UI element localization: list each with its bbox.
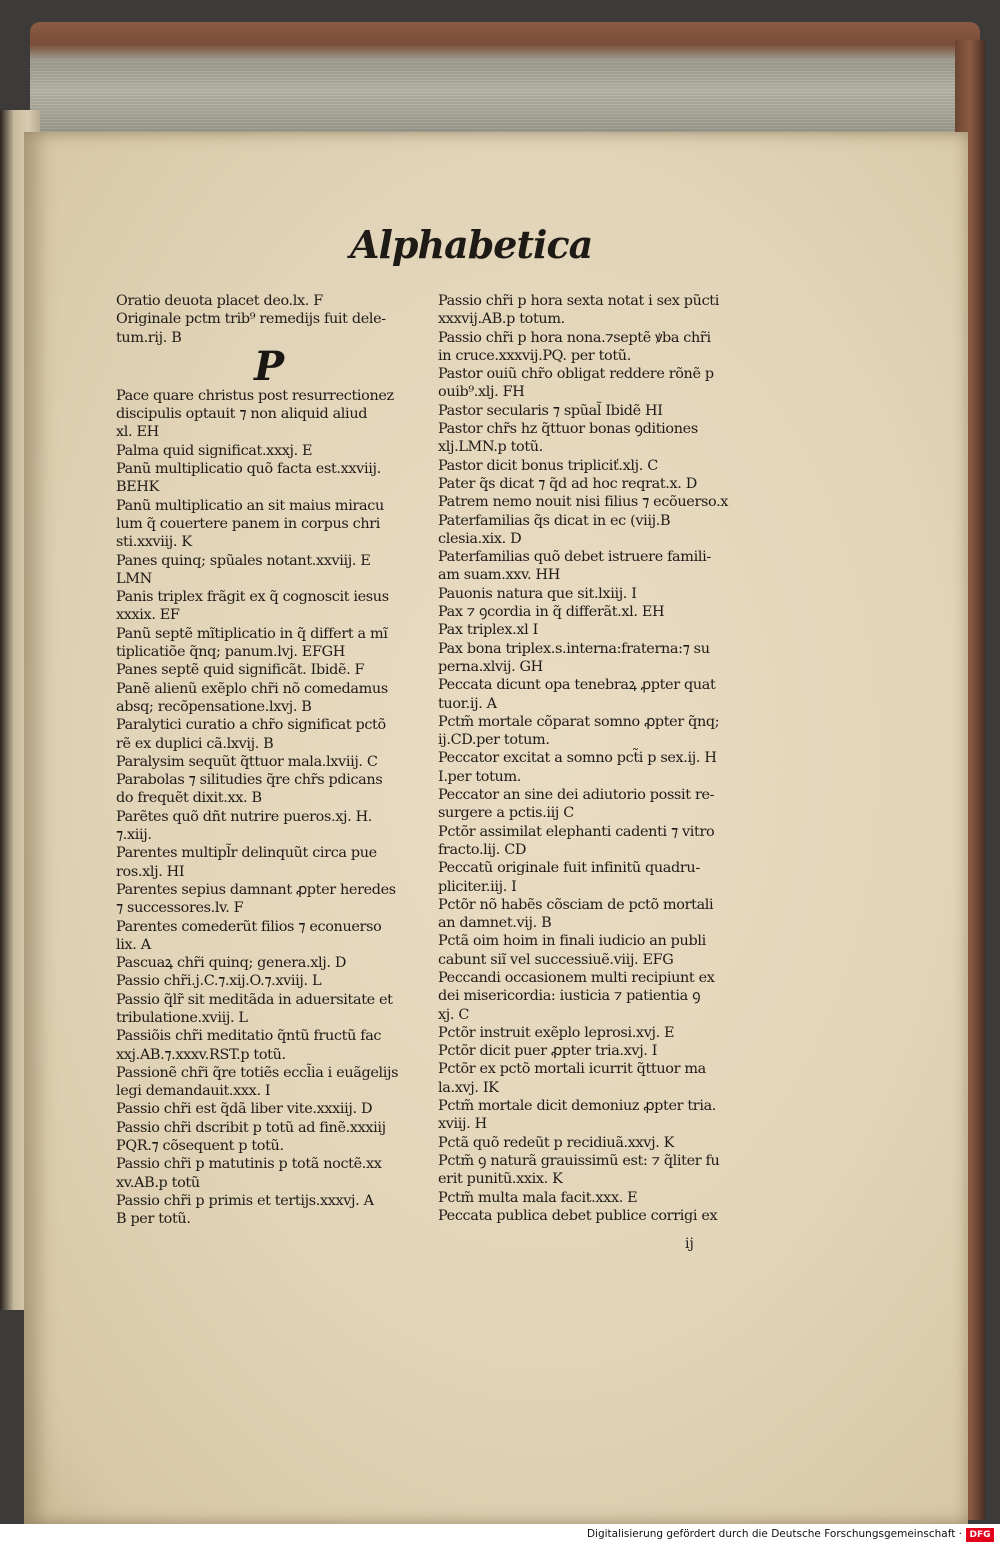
catchword: ij xyxy=(685,1236,694,1252)
initial-letter: P xyxy=(254,342,285,390)
index-entry-line: Pctõr ex pctõ mortali icurrit q̃ttuor ma xyxy=(438,1061,706,1078)
index-entry-line: B per totũ. xyxy=(116,1211,191,1228)
index-entry-line: Pace quare christus post resurrectionez xyxy=(116,387,394,404)
index-entry-line: Pctõr instruit exẽplo leprosi.xvj. E xyxy=(438,1024,675,1041)
index-entry-line: Patrem nemo nouit nisi filius ⁊ ecõuerso.x xyxy=(438,494,729,511)
index-entry-line: PQR.⁊ cõsequent p totũ. xyxy=(116,1138,284,1155)
index-entry-line: Panẽ alienũ exẽplo chr̃i nõ comedamus xyxy=(116,680,388,697)
index-entry-line: Oratio deuota placet deo.lx. F xyxy=(116,293,323,309)
index-entry-line: Pax bona triplex.s.interna:fraterna:⁊ su xyxy=(438,640,710,657)
index-entry-line: xxxvij.AB.p totum. xyxy=(438,311,565,328)
index-entry-line: xj. C xyxy=(438,1006,469,1023)
index-entry-line: dei misericordia: iusticia ⁊ patientia ꝯ xyxy=(438,988,701,1005)
index-entry-line: Panũ septẽ mĩtiplicatio in q̃ differt a mĩ xyxy=(116,625,388,642)
index-entry-line: ros.xlj. HI xyxy=(116,863,185,880)
index-entry-line: Peccandi occasionem multi recipiunt ex xyxy=(438,969,715,986)
index-entry-line: Panes quinq; spũales notant.xxviij. E xyxy=(116,552,371,569)
index-entry-line: perna.xlvij. GH xyxy=(438,658,543,675)
index-entry-line: Panis triplex frãgit ex q̃ cognoscit iesus xyxy=(116,589,389,606)
index-entry-line: lix. A xyxy=(116,936,151,953)
index-entry-line: Pctõr dicit puer ꝓpter tria.xvj. I xyxy=(438,1043,658,1060)
index-entry-line: Parẽtes quõ dñt nutrire pueros.xj. H. xyxy=(116,808,372,825)
index-entry-line: am suam.xxv. HH xyxy=(438,567,560,584)
index-entry-line: I.per totum. xyxy=(438,768,521,785)
index-entry-line: Passio chr̃i p primis et tertijs.xxxvj. A xyxy=(116,1192,374,1209)
index-entry-line: fracto.lij. CD xyxy=(438,841,527,858)
index-entry-line: sti.xxviij. K xyxy=(116,534,192,551)
index-entry-line: Pauonis natura que sit.lxiij. I xyxy=(438,585,637,602)
index-entry-line: Paralysim sequũt q̃ttuor mala.lxviij. C xyxy=(116,753,378,770)
index-entry-line: Pctã quõ redeũt p recidiuã.xxvj. K xyxy=(438,1134,675,1151)
index-entry-line: Originale pctm trib⁹ remedijs fuit dele- xyxy=(116,311,386,328)
index-entry-line: Paterfamilias quõ debet istruere famili- xyxy=(438,549,711,566)
index-entry-line: BEHK xyxy=(116,479,159,496)
index-entry-line: ouib⁹.xlj. FH xyxy=(438,384,525,401)
book-top-edge xyxy=(30,22,980,147)
index-entry-line: cabunt siĩ vel successiuẽ.viij. EFG xyxy=(438,951,674,968)
index-entry-line: Pascuaꝝ chr̃i quinq; genera.xlj. D xyxy=(116,955,347,972)
index-entry-line: Parentes sepius damnant ꝓpter heredes xyxy=(116,881,396,898)
index-entry-line: tum.rij. B xyxy=(116,329,182,346)
index-entry-line: tiplicatiõe q̃nq; panum.lvj. EFGH xyxy=(116,644,345,661)
index-entry-line: la.xvj. IK xyxy=(438,1079,499,1096)
index-entry-line: Pctm̃ ꝯ naturã grauissimũ est: ⁊ q̃liter fu xyxy=(438,1152,720,1169)
index-entry-line: erit punitũ.xxix. K xyxy=(438,1171,563,1188)
index-entry-line: do frequẽt dixit.xx. B xyxy=(116,790,262,807)
index-entry-line: in cruce.xxxvij.PQ. per totũ. xyxy=(438,347,631,364)
index-entry-line: tribulatione.xviij. L xyxy=(116,1009,248,1026)
index-entry-line: Pastor ouiũ chr̃o obligat reddere rõnẽ p xyxy=(438,366,714,383)
index-entry-line: Parentes comederũt filios ⁊ econuerso xyxy=(116,918,382,935)
index-column-right xyxy=(438,292,758,1225)
index-entry-line: rẽ ex duplici cã.lxvij. B xyxy=(116,735,274,752)
index-entry-line: ij.CD.per totum. xyxy=(438,732,550,749)
index-column-left xyxy=(116,292,434,1229)
index-entry-line: Passio chr̃i.j.C.⁊.xij.O.⁊.xviij. L xyxy=(116,973,322,990)
index-entry-line: ⁊ successores.lv. F xyxy=(116,900,244,917)
index-entry-line: xviij. H xyxy=(438,1116,487,1133)
index-entry-line: Pctõr assimilat elephanti cadenti ⁊ vitro xyxy=(438,823,715,840)
index-entry-line: Parentes multipl̃r delinquũt circa pue xyxy=(116,845,377,862)
index-entry-line: lum q̃ couertere panem in corpus chri xyxy=(116,515,381,532)
index-entry-line: Pastor secularis ⁊ spũal̃ Ibidẽ HI xyxy=(438,402,663,419)
index-entry-line: Passio q̃lr̃ sit meditãda in aduersitate et xyxy=(116,991,393,1008)
index-entry-line: Pastor chr̃s hz q̃ttuor bonas ꝯditiones xyxy=(438,421,698,438)
index-entry-line: Pctm̃ multa mala facit.xxx. E xyxy=(438,1189,638,1206)
index-entry-line: Passio chr̃i p hora sexta notat i sex pũcti xyxy=(438,293,719,309)
index-entry-line: Passio chr̃i dscribit p totũ ad finẽ.xxxiij xyxy=(116,1119,386,1136)
dfg-logo: DFG xyxy=(966,1528,994,1542)
index-entry-line: surgere a pctis.iij C xyxy=(438,805,574,822)
page-title: Alphabetica xyxy=(350,222,593,267)
index-entry-line: Passiõis chr̃i meditatio q̃ntũ fructũ fac xyxy=(116,1028,382,1045)
index-entry-line: LMN xyxy=(116,570,152,587)
index-entry-line: Passio chr̃i est q̃dã liber vite.xxxiij. D xyxy=(116,1101,373,1118)
index-entry-line: Pctã oim hoim in finali iudicio an publi xyxy=(438,933,706,950)
index-entry-line: Palma quid significat.xxxj. E xyxy=(116,442,313,459)
index-entry-line: Peccata dicunt opa tenebraꝝ ꝓpter quat xyxy=(438,677,716,694)
index-entry-line: tuor.ij. A xyxy=(438,695,497,712)
index-entry-line: an damnet.vij. B xyxy=(438,915,552,932)
index-entry-line: Peccator an sine dei adiutorio possit re- xyxy=(438,787,715,804)
index-entry-line: xxxix. EF xyxy=(116,607,180,624)
footer-credit: Digitalisierung gefördert durch die Deutsche Forschungsgemeinschaft · xyxy=(586,1528,962,1540)
index-entry-line: Peccata publica debet publice corrigi ex xyxy=(438,1207,718,1224)
index-entry-line: Parabolas ⁊ silitudies q̃re chr̃s pdicans xyxy=(116,772,383,789)
index-entry-line: Passio chr̃i p hora nona.⁊septẽ ꝟba chr̃i xyxy=(438,329,711,346)
index-entry-line: clesia.xix. D xyxy=(438,530,522,547)
index-entry-line: xl. EH xyxy=(116,424,159,441)
index-entry-line: pliciter.iij. I xyxy=(438,878,517,895)
index-entry-line: Panũ multiplicatio quõ facta est.xxviij. xyxy=(116,461,381,478)
index-entry-line: ⁊.xiij. xyxy=(116,827,152,844)
index-entry-line: Panes septẽ quid significãt. Ibidẽ. F xyxy=(116,662,365,679)
index-entry-line: Peccatũ originale fuit infinitũ quadru- xyxy=(438,860,700,877)
index-entry-line: Passio chr̃i p matutinis p totã noctẽ.xx xyxy=(116,1156,382,1173)
index-entry-line: legi demandauit.xxx. I xyxy=(116,1083,271,1100)
index-entry-line: Pastor dicit bonus tripliciť.xlj. C xyxy=(438,457,658,474)
index-entry-line: Pctm̃ mortale cõparat somno ꝓpter q̃nq; xyxy=(438,713,720,730)
index-entry-line: discipulis optauit ⁊ non aliquid aliud xyxy=(116,406,368,423)
index-entry-line: xv.AB.p totũ xyxy=(116,1174,200,1191)
index-entry-line: Pax ⁊ ꝯcordia in q̃ differãt.xl. EH xyxy=(438,604,665,621)
index-entry-line: xlj.LMN.p totũ. xyxy=(438,439,543,456)
index-entry-line: Pax triplex.xl I xyxy=(438,622,538,639)
index-entry-line: Pctm̃ mortale dicit demoniuz ꝓpter tria. xyxy=(438,1098,717,1115)
index-entry-line: Pater q̃s dicat ⁊ q̃d ad hoc reqrat.x. D xyxy=(438,475,697,492)
index-entry-line: Paterfamilias q̃s dicat in ec (viij.B xyxy=(438,512,671,529)
index-entry-line: Passionẽ chr̃i q̃re totiẽs eccl̃ia i euãgelijs xyxy=(116,1064,399,1081)
index-entry-line: Peccator excitat a somno pct̃i p sex.ij. H xyxy=(438,750,717,767)
index-entry-line: absq; recõpensatione.lxvj. B xyxy=(116,698,312,715)
index-entry-line: xxj.AB.⁊.xxxv.RST.p totũ. xyxy=(116,1046,286,1063)
footer-bar xyxy=(0,1524,1000,1546)
index-entry-line: Paralytici curatio a chr̃o significat pctõ xyxy=(116,717,386,734)
index-entry-line: Panũ multiplicatio an sit maius miracu xyxy=(116,497,384,514)
index-entry-line: Pctõr nõ habẽs cõsciam de pctõ mortali xyxy=(438,896,714,913)
